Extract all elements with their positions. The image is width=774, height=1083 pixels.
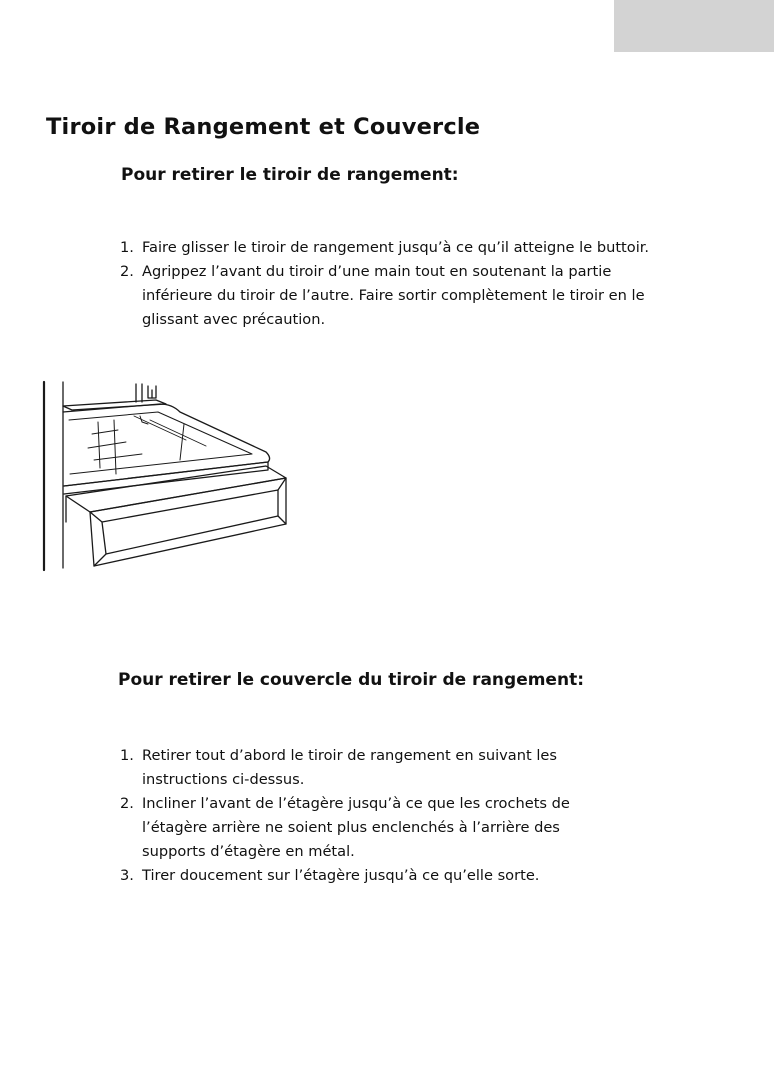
list-item xyxy=(120,260,680,332)
list-item xyxy=(120,864,590,888)
step-number: 3. xyxy=(120,867,134,884)
step-text: Agrippez l’avant du tiroir d’une main tout en soutenant la partie inférieure du tiroir de l’autre. Faire sortir complètement le tiroir en le glissant avec précaution. xyxy=(142,263,645,328)
section-heading-remove-drawer: Pour retirer le tiroir de rangement: xyxy=(121,165,459,185)
drawer-removal-illustration xyxy=(38,376,294,572)
step-text: Incliner l’avant de l’étagère jusqu’à ce que les crochets de l’étagère arrière ne soient plus enclenchés à l’arrière des supports d’étagère en métal. xyxy=(142,795,570,860)
list-item xyxy=(120,236,680,260)
cover-rib xyxy=(98,422,100,468)
page-corner-tab xyxy=(614,0,774,52)
list-item xyxy=(120,792,590,864)
section-heading-remove-cover: Pour retirer le couvercle du tiroir de rangement: xyxy=(118,670,584,690)
step-text: Tirer doucement sur l’étagère jusqu’à ce qu’elle sorte. xyxy=(142,867,540,884)
step-number: 1. xyxy=(120,239,134,256)
step-text: Retirer tout d’abord le tiroir de rangement en suivant les instructions ci-dessus. xyxy=(142,747,557,788)
step-number: 2. xyxy=(120,263,134,280)
remove-drawer-steps xyxy=(120,236,680,332)
cover-front-edge xyxy=(64,462,268,494)
page-title: Tiroir de Rangement et Couvercle xyxy=(46,114,481,140)
step-number: 1. xyxy=(120,747,134,764)
step-text: Faire glisser le tiroir de rangement jusqu’à ce qu’il atteigne le buttoir. xyxy=(142,239,650,256)
list-item xyxy=(120,744,590,792)
cover-rib xyxy=(114,420,116,474)
drawer-front xyxy=(90,478,286,566)
cover-rib xyxy=(180,424,184,460)
step-number: 2. xyxy=(120,795,134,812)
remove-cover-steps xyxy=(120,744,590,888)
